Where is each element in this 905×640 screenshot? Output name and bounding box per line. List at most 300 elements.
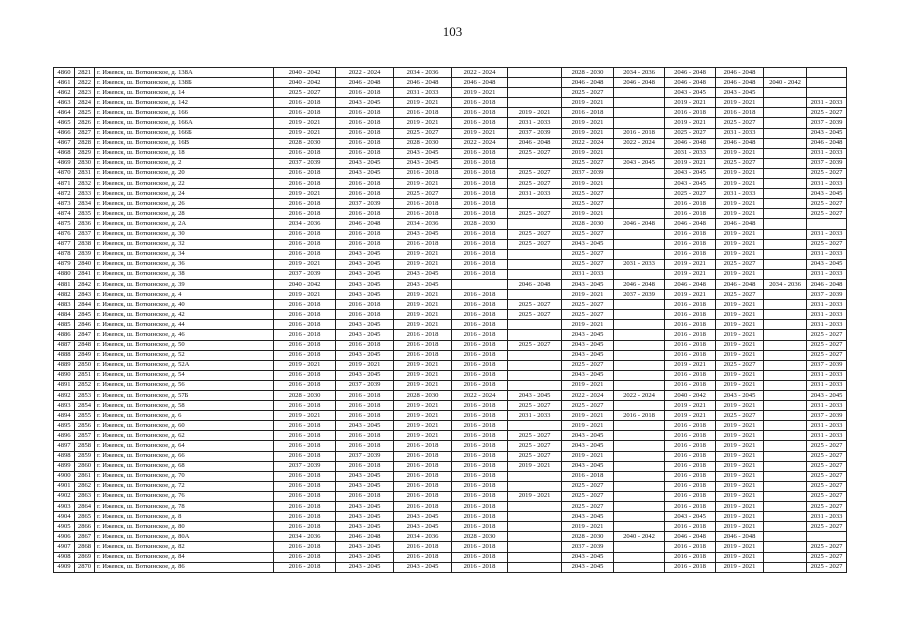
period-cell: 2046 - 2048 (716, 532, 764, 542)
period-cell: 2016 - 2018 (274, 522, 336, 532)
period-cell: 2019 - 2021 (394, 249, 452, 259)
period-cell: 2031 - 2033 (508, 411, 562, 421)
period-cell: 2016 - 2018 (274, 148, 336, 158)
period-cell: 2019 - 2021 (665, 158, 716, 168)
address-cell: г. Ижевск, ш. Воткинское, д. 72 (95, 481, 274, 491)
period-cell (508, 219, 562, 229)
row-number-cell: 4870 (54, 168, 75, 178)
period-cell: 2016 - 2018 (452, 148, 508, 158)
period-cell: 2016 - 2018 (452, 118, 508, 128)
table-row (54, 158, 847, 168)
address-cell: г. Ижевск, ш. Воткинское, д. 138Б (95, 78, 274, 88)
period-cell (764, 330, 807, 340)
period-cell: 2025 - 2027 (716, 360, 764, 370)
period-cell (614, 168, 665, 178)
period-cell (764, 229, 807, 239)
table-row (54, 219, 847, 229)
address-cell: г. Ижевск, ш. Воткинское, д. 86 (95, 562, 274, 572)
period-cell: 2016 - 2018 (452, 502, 508, 512)
period-cell: 2016 - 2018 (452, 350, 508, 360)
period-cell: 2019 - 2021 (716, 209, 764, 219)
period-cell: 2031 - 2033 (807, 269, 847, 279)
row-number-cell: 4899 (54, 461, 75, 471)
row-number-cell: 4902 (54, 491, 75, 501)
period-cell (508, 320, 562, 330)
address-cell: г. Ижевск, ш. Воткинское, д. 52 (95, 350, 274, 360)
period-cell: 2019 - 2021 (716, 229, 764, 239)
item-number-cell: 2841 (75, 269, 95, 279)
period-cell: 2043 - 2045 (562, 552, 614, 562)
item-number-cell: 2831 (75, 168, 95, 178)
period-cell: 2016 - 2018 (274, 451, 336, 461)
period-cell (508, 259, 562, 269)
period-cell: 2019 - 2021 (274, 290, 336, 300)
period-cell: 2043 - 2045 (562, 441, 614, 451)
period-cell: 2019 - 2021 (394, 179, 452, 189)
period-cell: 2016 - 2018 (274, 239, 336, 249)
period-cell: 2016 - 2018 (665, 380, 716, 390)
address-cell: г. Ижевск, ш. Воткинское, д. 32 (95, 239, 274, 249)
period-cell: 2016 - 2018 (336, 128, 394, 138)
period-cell: 2016 - 2018 (452, 370, 508, 380)
period-cell: 2025 - 2027 (562, 158, 614, 168)
period-cell (508, 199, 562, 209)
period-cell: 2031 - 2033 (716, 189, 764, 199)
period-cell: 2016 - 2018 (336, 431, 394, 441)
row-number-cell: 4890 (54, 370, 75, 380)
period-cell: 2037 - 2039 (336, 380, 394, 390)
period-cell: 2016 - 2018 (452, 471, 508, 481)
address-cell: г. Ижевск, ш. Воткинское, д. 2 (95, 158, 274, 168)
item-number-cell: 2847 (75, 330, 95, 340)
period-cell: 2028 - 2030 (562, 532, 614, 542)
period-cell (614, 370, 665, 380)
period-cell: 2019 - 2021 (716, 370, 764, 380)
period-cell: 2019 - 2021 (562, 290, 614, 300)
row-number-cell: 4867 (54, 138, 75, 148)
period-cell (614, 421, 665, 431)
period-cell: 2037 - 2039 (562, 542, 614, 552)
period-cell (508, 88, 562, 98)
period-cell: 2031 - 2033 (807, 98, 847, 108)
period-cell: 2019 - 2021 (716, 431, 764, 441)
period-cell: 2025 - 2027 (716, 158, 764, 168)
period-cell: 2025 - 2027 (508, 310, 562, 320)
address-cell: г. Ижевск, ш. Воткинское, д. 44 (95, 320, 274, 330)
period-cell (764, 259, 807, 269)
period-cell: 2016 - 2018 (665, 552, 716, 562)
period-cell (764, 88, 807, 98)
period-cell (508, 512, 562, 522)
period-cell: 2043 - 2045 (336, 552, 394, 562)
period-cell: 2043 - 2045 (336, 370, 394, 380)
period-cell (508, 481, 562, 491)
period-cell: 2046 - 2048 (665, 279, 716, 289)
row-number-cell: 4883 (54, 300, 75, 310)
table-row (54, 330, 847, 340)
period-cell: 2016 - 2018 (336, 229, 394, 239)
period-cell: 2016 - 2018 (452, 421, 508, 431)
period-cell (614, 512, 665, 522)
period-cell (508, 552, 562, 562)
period-cell: 2016 - 2018 (665, 542, 716, 552)
address-cell: г. Ижевск, ш. Воткинское, д. 8 (95, 512, 274, 522)
period-cell (508, 522, 562, 532)
period-cell: 2019 - 2021 (508, 108, 562, 118)
period-cell (614, 310, 665, 320)
period-cell: 2016 - 2018 (274, 441, 336, 451)
address-cell: г. Ижевск, ш. Воткинское, д. 6 (95, 411, 274, 421)
period-cell: 2016 - 2018 (452, 411, 508, 421)
period-cell: 2016 - 2018 (665, 239, 716, 249)
period-cell: 2019 - 2021 (716, 552, 764, 562)
period-cell: 2016 - 2018 (336, 189, 394, 199)
period-cell: 2025 - 2027 (807, 168, 847, 178)
period-cell (764, 118, 807, 128)
period-cell (614, 199, 665, 209)
period-cell (614, 108, 665, 118)
period-cell: 2037 - 2039 (807, 360, 847, 370)
period-cell: 2016 - 2018 (274, 168, 336, 178)
period-cell: 2016 - 2018 (274, 330, 336, 340)
row-number-cell: 4868 (54, 148, 75, 158)
period-cell: 2043 - 2045 (336, 279, 394, 289)
period-cell: 2016 - 2018 (665, 481, 716, 491)
item-number-cell: 2837 (75, 229, 95, 239)
period-cell (807, 78, 847, 88)
period-cell (614, 542, 665, 552)
period-cell: 2019 - 2021 (508, 491, 562, 501)
item-number-cell: 2834 (75, 199, 95, 209)
address-cell: г. Ижевск, ш. Воткинское, д. 62 (95, 431, 274, 441)
row-number-cell: 4877 (54, 239, 75, 249)
period-cell: 2043 - 2045 (336, 168, 394, 178)
period-cell (614, 189, 665, 199)
period-cell (764, 491, 807, 501)
period-cell: 2031 - 2033 (807, 320, 847, 330)
period-cell: 2025 - 2027 (508, 179, 562, 189)
period-cell: 2022 - 2024 (614, 391, 665, 401)
period-cell (764, 380, 807, 390)
period-cell: 2019 - 2021 (716, 401, 764, 411)
period-cell: 2019 - 2021 (394, 421, 452, 431)
table-row (54, 552, 847, 562)
period-cell: 2031 - 2033 (807, 512, 847, 522)
item-number-cell: 2863 (75, 491, 95, 501)
table-row (54, 78, 847, 88)
table-row (54, 360, 847, 370)
period-cell: 2019 - 2021 (716, 542, 764, 552)
period-cell: 2040 - 2042 (274, 68, 336, 78)
period-cell: 2043 - 2045 (614, 158, 665, 168)
row-number-cell: 4878 (54, 249, 75, 259)
period-cell (614, 118, 665, 128)
period-cell (614, 451, 665, 461)
period-cell: 2031 - 2033 (807, 300, 847, 310)
period-cell: 2016 - 2018 (274, 370, 336, 380)
period-cell: 2025 - 2027 (508, 431, 562, 441)
item-number-cell: 2839 (75, 249, 95, 259)
period-cell (614, 441, 665, 451)
period-cell (764, 290, 807, 300)
row-number-cell: 4903 (54, 502, 75, 512)
row-number-cell: 4876 (54, 229, 75, 239)
period-cell (508, 421, 562, 431)
address-cell: г. Ижевск, ш. Воткинское, д. 18 (95, 148, 274, 158)
period-cell: 2025 - 2027 (508, 441, 562, 451)
table-row (54, 542, 847, 552)
address-cell: г. Ижевск, ш. Воткинское, д. 166Б (95, 128, 274, 138)
period-cell: 2037 - 2039 (614, 290, 665, 300)
period-cell: 2025 - 2027 (508, 209, 562, 219)
address-cell: г. Ижевск, ш. Воткинское, д. 42 (95, 310, 274, 320)
period-cell: 2025 - 2027 (807, 340, 847, 350)
period-cell: 2016 - 2018 (274, 421, 336, 431)
period-cell: 2019 - 2021 (394, 431, 452, 441)
period-cell: 2016 - 2018 (394, 491, 452, 501)
address-cell: г. Ижевск, ш. Воткинское, д. 80А (95, 532, 274, 542)
period-cell: 2019 - 2021 (665, 411, 716, 421)
table-row (54, 290, 847, 300)
period-cell (508, 330, 562, 340)
period-cell: 2016 - 2018 (394, 330, 452, 340)
period-cell: 2037 - 2039 (807, 411, 847, 421)
period-cell: 2016 - 2018 (274, 431, 336, 441)
period-cell: 2025 - 2027 (807, 471, 847, 481)
address-cell: г. Ижевск, ш. Воткинское, д. 66 (95, 451, 274, 461)
period-cell: 2016 - 2018 (452, 491, 508, 501)
row-number-cell: 4898 (54, 451, 75, 461)
period-cell: 2040 - 2042 (665, 391, 716, 401)
period-cell: 2043 - 2045 (665, 168, 716, 178)
item-number-cell: 2843 (75, 290, 95, 300)
table-row (54, 451, 847, 461)
period-cell (764, 562, 807, 572)
period-cell: 2043 - 2045 (394, 279, 452, 289)
period-cell: 2046 - 2048 (665, 532, 716, 542)
period-cell: 2031 - 2033 (807, 421, 847, 431)
period-cell: 2016 - 2018 (452, 189, 508, 199)
period-cell: 2016 - 2018 (665, 370, 716, 380)
period-cell: 2016 - 2018 (562, 471, 614, 481)
item-number-cell: 2862 (75, 481, 95, 491)
item-number-cell: 2846 (75, 320, 95, 330)
table-row (54, 98, 847, 108)
row-number-cell: 4891 (54, 380, 75, 390)
period-cell: 2031 - 2033 (807, 401, 847, 411)
period-cell: 2043 - 2045 (336, 350, 394, 360)
period-cell: 2043 - 2045 (394, 512, 452, 522)
address-cell: г. Ижевск, ш. Воткинское, д. 36 (95, 259, 274, 269)
period-cell: 2019 - 2021 (665, 118, 716, 128)
period-cell: 2016 - 2018 (716, 108, 764, 118)
period-cell: 2016 - 2018 (274, 471, 336, 481)
period-cell: 2016 - 2018 (336, 391, 394, 401)
period-cell: 2031 - 2033 (394, 88, 452, 98)
period-cell: 2025 - 2027 (274, 88, 336, 98)
row-number-cell: 4885 (54, 320, 75, 330)
period-cell: 2016 - 2018 (452, 451, 508, 461)
period-cell: 2016 - 2018 (274, 542, 336, 552)
period-cell: 2019 - 2021 (394, 401, 452, 411)
period-cell (764, 401, 807, 411)
address-cell: г. Ижевск, ш. Воткинское, д. 24 (95, 189, 274, 199)
period-cell: 2016 - 2018 (452, 320, 508, 330)
period-cell: 2019 - 2021 (394, 320, 452, 330)
period-cell: 2043 - 2045 (562, 279, 614, 289)
period-cell: 2016 - 2018 (452, 168, 508, 178)
period-cell (764, 219, 807, 229)
period-cell: 2043 - 2045 (336, 502, 394, 512)
period-cell: 2046 - 2048 (665, 138, 716, 148)
row-number-cell: 4895 (54, 421, 75, 431)
row-number-cell: 4863 (54, 98, 75, 108)
period-cell: 2025 - 2027 (807, 542, 847, 552)
period-cell: 2025 - 2027 (807, 522, 847, 532)
period-cell: 2019 - 2021 (665, 98, 716, 108)
period-cell (764, 199, 807, 209)
table-row (54, 310, 847, 320)
period-cell: 2016 - 2018 (665, 229, 716, 239)
period-cell: 2043 - 2045 (336, 330, 394, 340)
table-row (54, 168, 847, 178)
table-row (54, 118, 847, 128)
period-cell (764, 320, 807, 330)
period-cell: 2025 - 2027 (807, 562, 847, 572)
item-number-cell: 2840 (75, 259, 95, 269)
row-number-cell: 4907 (54, 542, 75, 552)
item-number-cell: 2849 (75, 350, 95, 360)
period-cell: 2043 - 2045 (716, 88, 764, 98)
period-cell: 2043 - 2045 (508, 391, 562, 401)
period-cell: 2019 - 2021 (716, 491, 764, 501)
period-cell: 2031 - 2033 (807, 249, 847, 259)
address-cell: г. Ижевск, ш. Воткинское, д. 34 (95, 249, 274, 259)
period-cell: 2025 - 2027 (807, 502, 847, 512)
period-cell: 2019 - 2021 (562, 118, 614, 128)
table-row (54, 88, 847, 98)
address-cell: г. Ижевск, ш. Воткинское, д. 166 (95, 108, 274, 118)
period-cell: 2019 - 2021 (394, 360, 452, 370)
period-cell: 2025 - 2027 (562, 300, 614, 310)
table-row (54, 431, 847, 441)
period-cell: 2016 - 2018 (274, 502, 336, 512)
period-cell: 2043 - 2045 (336, 249, 394, 259)
period-cell: 2016 - 2018 (452, 108, 508, 118)
period-cell: 2019 - 2021 (562, 411, 614, 421)
period-cell: 2043 - 2045 (336, 522, 394, 532)
period-cell: 2016 - 2018 (394, 209, 452, 219)
period-cell: 2043 - 2045 (394, 269, 452, 279)
period-cell (764, 269, 807, 279)
period-cell: 2025 - 2027 (807, 209, 847, 219)
period-cell: 2016 - 2018 (452, 340, 508, 350)
address-cell: г. Ижевск, ш. Воткинское, д. 56 (95, 380, 274, 390)
item-number-cell: 2854 (75, 401, 95, 411)
page-number: 103 (442, 24, 463, 39)
period-cell: 2019 - 2021 (716, 310, 764, 320)
period-cell: 2016 - 2018 (665, 441, 716, 451)
period-cell (764, 512, 807, 522)
period-cell: 2025 - 2027 (508, 451, 562, 461)
period-cell: 2043 - 2045 (336, 158, 394, 168)
period-cell: 2019 - 2021 (716, 320, 764, 330)
period-cell (764, 128, 807, 138)
address-cell: г. Ижевск, ш. Воткинское, д. 50 (95, 340, 274, 350)
period-cell (508, 269, 562, 279)
period-cell: 2025 - 2027 (508, 300, 562, 310)
table-row (54, 532, 847, 542)
period-cell: 2031 - 2033 (807, 380, 847, 390)
period-cell: 2046 - 2048 (336, 78, 394, 88)
row-number-cell: 4894 (54, 411, 75, 421)
table-row (54, 269, 847, 279)
period-cell: 2031 - 2033 (508, 118, 562, 128)
table-row (54, 370, 847, 380)
period-cell: 2043 - 2045 (336, 562, 394, 572)
period-cell: 2043 - 2045 (562, 562, 614, 572)
period-cell: 2016 - 2018 (394, 239, 452, 249)
period-cell: 2034 - 2036 (614, 68, 665, 78)
period-cell: 2016 - 2018 (452, 158, 508, 168)
period-cell: 2022 - 2024 (452, 138, 508, 148)
table-row (54, 471, 847, 481)
period-cell: 2019 - 2021 (274, 360, 336, 370)
row-number-cell: 4874 (54, 209, 75, 219)
period-cell: 2046 - 2048 (716, 138, 764, 148)
period-cell: 2016 - 2018 (665, 461, 716, 471)
period-cell: 2016 - 2018 (452, 481, 508, 491)
period-cell (508, 532, 562, 542)
period-cell: 2025 - 2027 (716, 411, 764, 421)
period-cell: 2016 - 2018 (336, 491, 394, 501)
row-number-cell: 4873 (54, 199, 75, 209)
period-cell: 2046 - 2048 (665, 219, 716, 229)
period-cell (614, 502, 665, 512)
period-cell: 2019 - 2021 (716, 512, 764, 522)
period-cell: 2016 - 2018 (665, 522, 716, 532)
period-cell (614, 380, 665, 390)
period-cell: 2046 - 2048 (716, 68, 764, 78)
row-number-cell: 4888 (54, 350, 75, 360)
period-cell: 2016 - 2018 (336, 239, 394, 249)
period-cell: 2016 - 2018 (452, 290, 508, 300)
period-cell: 2016 - 2018 (336, 148, 394, 158)
address-cell: г. Ижевск, ш. Воткинское, д. 60 (95, 421, 274, 431)
period-cell: 2025 - 2027 (562, 189, 614, 199)
period-cell: 2019 - 2021 (716, 168, 764, 178)
item-number-cell: 2856 (75, 421, 95, 431)
period-cell: 2043 - 2045 (336, 421, 394, 431)
period-cell: 2016 - 2018 (665, 471, 716, 481)
period-cell: 2016 - 2018 (665, 199, 716, 209)
table-row (54, 562, 847, 572)
address-cell: г. Ижевск, ш. Воткинское, д. 68 (95, 461, 274, 471)
item-number-cell: 2858 (75, 441, 95, 451)
period-cell: 2037 - 2039 (508, 128, 562, 138)
period-cell: 2016 - 2018 (665, 310, 716, 320)
period-cell: 2046 - 2048 (336, 219, 394, 229)
period-cell: 2034 - 2036 (764, 279, 807, 289)
period-cell: 2016 - 2018 (452, 239, 508, 249)
item-number-cell: 2823 (75, 88, 95, 98)
address-cell: г. Ижевск, ш. Воткинское, д. 76 (95, 491, 274, 501)
period-cell: 2019 - 2021 (716, 421, 764, 431)
address-cell: г. Ижевск, ш. Воткинское, д. 46 (95, 330, 274, 340)
period-cell: 2043 - 2045 (665, 88, 716, 98)
period-cell (614, 269, 665, 279)
item-number-cell: 2833 (75, 189, 95, 199)
